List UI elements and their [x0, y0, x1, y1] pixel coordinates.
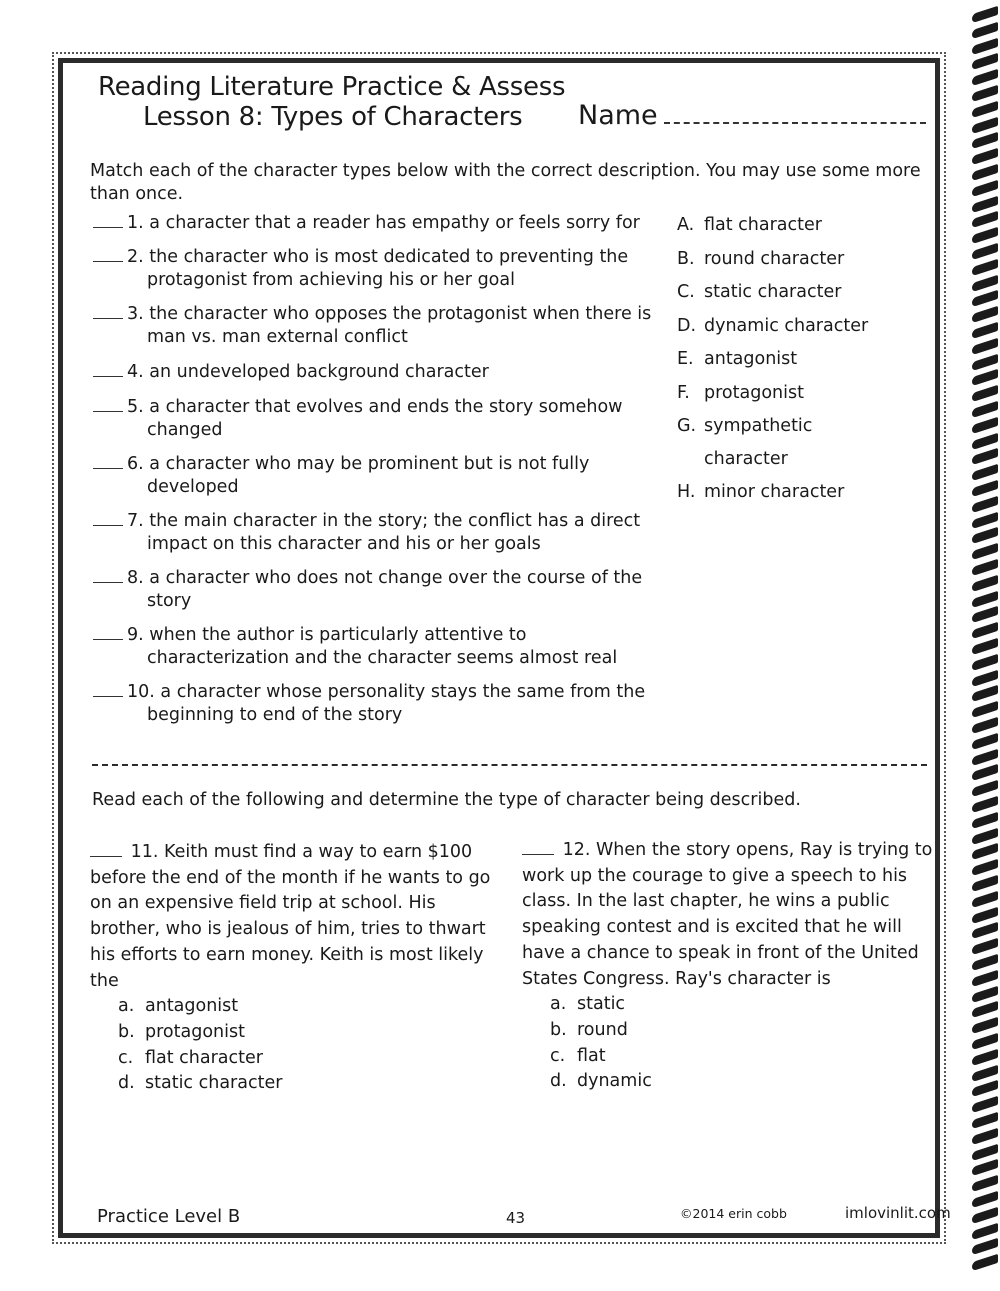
binding-coil	[972, 875, 998, 892]
spiral-binding	[966, 10, 1000, 1280]
matching-item: 7. the main character in the story; the conflict has a direct impact on this character and his or her goals	[93, 510, 668, 556]
question-11: 11. Keith must find a way to earn $100 before the end of the month if he wants to go on an expensive field trip at school. His brother, who is jealous of him, tries to thwart his efforts to earn money. Keith is most likely the a. antagonist b. protagonist c. flat character d. static character	[90, 840, 502, 1097]
answer-blank[interactable]	[90, 844, 122, 857]
character-type-options	[677, 214, 907, 514]
name-label: Name	[578, 100, 658, 131]
binding-coil	[972, 290, 998, 307]
binding-coil	[972, 1191, 998, 1208]
binding-coil	[972, 1207, 998, 1224]
page-number: 43	[506, 1209, 526, 1227]
binding-coil	[972, 369, 998, 386]
answer-blank[interactable]	[93, 456, 123, 469]
binding-coil	[972, 938, 998, 955]
binding-coil	[972, 764, 998, 781]
binding-coil	[972, 1033, 998, 1050]
answer-choice[interactable]: b. round	[550, 1019, 628, 1040]
binding-coil	[972, 243, 998, 260]
binding-coil	[972, 970, 998, 987]
answer-choice[interactable]: c. flat character	[118, 1047, 263, 1068]
answer-blank[interactable]	[93, 215, 123, 228]
binding-coil	[972, 906, 998, 923]
binding-coil	[972, 812, 998, 829]
binding-coil	[972, 685, 998, 702]
binding-coil	[972, 527, 998, 544]
binding-coil	[972, 1222, 998, 1239]
binding-coil	[972, 1049, 998, 1066]
binding-coil	[972, 638, 998, 655]
binding-coil	[972, 1096, 998, 1113]
binding-coil	[972, 1175, 998, 1192]
binding-coil	[972, 401, 998, 418]
matching-items	[93, 212, 668, 727]
binding-coil	[972, 132, 998, 149]
answer-choice[interactable]: d. dynamic	[550, 1071, 652, 1092]
matching-instructions: Match each of the character types below with the correct description. You may use some more than once.	[90, 161, 921, 204]
binding-coil	[972, 748, 998, 765]
option-item: D. dynamic character	[677, 315, 869, 336]
binding-coil	[972, 53, 998, 70]
binding-coil	[972, 891, 998, 908]
binding-coil	[972, 1254, 998, 1271]
binding-coil	[972, 22, 998, 39]
binding-coil	[972, 669, 998, 686]
binding-coil	[972, 464, 998, 481]
binding-coil	[972, 1143, 998, 1160]
answer-choice[interactable]: b. protagonist	[118, 1021, 245, 1042]
binding-coil	[972, 622, 998, 639]
question-12: 12. When the story opens, Ray is trying to work up the courage to give a speech to his class. In the last chapter, he wins a public speaking contest and is excited that he will have a chance to speak in front of the United States Congress. Ray's character is a. static b. round c. flat d. dynamic	[522, 838, 934, 1095]
binding-coil	[972, 101, 998, 118]
binding-coil	[972, 575, 998, 592]
option-item: G. sympathetic character	[677, 416, 813, 469]
reading-instructions: Read each of the following and determine the type of character being described.	[92, 790, 801, 810]
answer-choice[interactable]: c. flat	[550, 1045, 606, 1066]
answer-choice[interactable]: a. static	[550, 994, 626, 1015]
binding-coil	[972, 843, 998, 860]
binding-coil	[972, 543, 998, 560]
practice-level: Practice Level B	[97, 1206, 241, 1227]
option-item: F. protagonist	[677, 382, 804, 403]
answer-choices	[550, 992, 934, 1095]
matching-item: 8. a character who does not change over the course of the story	[93, 567, 668, 613]
binding-coil	[972, 274, 998, 291]
binding-coil	[972, 954, 998, 971]
option-item: B. round character	[677, 248, 845, 269]
binding-coil	[972, 1159, 998, 1176]
matching-item: 10. a character whose personality stays the same from the beginning to end of the story	[93, 681, 668, 727]
binding-coil	[972, 796, 998, 813]
answer-blank[interactable]	[522, 842, 554, 855]
matching-item: 9. when the author is particularly attentive to characterization and the character seems almost real	[93, 624, 668, 670]
answer-blank[interactable]	[93, 627, 123, 640]
binding-coil	[972, 1001, 998, 1018]
answer-blank[interactable]	[93, 399, 123, 412]
answer-blank[interactable]	[93, 306, 123, 319]
binding-coil	[972, 1080, 998, 1097]
binding-coil	[972, 259, 998, 276]
matching-item: 2. the character who is most dedicated to preventing the protagonist from achieving his or her goal	[93, 246, 668, 292]
binding-coil	[972, 1238, 998, 1255]
binding-coil	[972, 511, 998, 528]
binding-coil	[972, 1128, 998, 1145]
binding-coil	[972, 37, 998, 54]
binding-coil	[972, 827, 998, 844]
binding-coil	[972, 180, 998, 197]
binding-coil	[972, 85, 998, 102]
matching-item: 6. a character who may be prominent but is not fully developed	[93, 453, 668, 499]
binding-coil	[972, 6, 998, 23]
binding-coil	[972, 590, 998, 607]
binding-coil	[972, 353, 998, 370]
matching-item: 4. an undeveloped background character	[93, 361, 668, 384]
binding-coil	[972, 1112, 998, 1129]
section-divider	[92, 764, 927, 766]
binding-coil	[972, 1064, 998, 1081]
binding-coil	[972, 227, 998, 244]
binding-coil	[972, 322, 998, 339]
binding-coil	[972, 116, 998, 133]
binding-coil	[972, 164, 998, 181]
option-item: E. antagonist	[677, 349, 798, 369]
binding-coil	[972, 559, 998, 576]
copyright: ©2014 erin cobb	[680, 1206, 787, 1221]
answer-blank[interactable]	[93, 570, 123, 583]
answer-blank[interactable]	[93, 513, 123, 526]
binding-coil	[972, 985, 998, 1002]
matching-item: 5. a character that evolves and ends the story somehow changed	[93, 396, 668, 442]
binding-coil	[972, 1017, 998, 1034]
binding-coil	[972, 417, 998, 434]
binding-coil	[972, 606, 998, 623]
binding-coil	[972, 922, 998, 939]
matching-item: 3. the character who opposes the protagonist when there is man vs. man external conflict	[93, 303, 668, 349]
answer-blank[interactable]	[93, 364, 123, 377]
binding-coil	[972, 859, 998, 876]
website: imlovinlit.com	[845, 1204, 951, 1222]
binding-coil	[972, 69, 998, 86]
binding-coil	[972, 338, 998, 355]
binding-coil	[972, 432, 998, 449]
binding-coil	[972, 448, 998, 465]
binding-coil	[972, 195, 998, 212]
binding-coil	[972, 480, 998, 497]
binding-coil	[972, 496, 998, 513]
binding-coil	[972, 654, 998, 671]
name-blank[interactable]	[664, 122, 926, 124]
answer-choice[interactable]: a. antagonist	[118, 996, 239, 1017]
lesson-title: Lesson 8: Types of Characters	[143, 102, 523, 132]
option-item: C. static character	[677, 282, 842, 302]
binding-coil	[972, 306, 998, 323]
binding-coil	[972, 733, 998, 750]
binding-coil	[972, 211, 998, 228]
binding-coil	[972, 385, 998, 402]
worksheet-title: Reading Literature Practice & Assess	[98, 72, 566, 102]
answer-choices	[118, 994, 502, 1097]
answer-blank[interactable]	[93, 249, 123, 262]
binding-coil	[972, 717, 998, 734]
binding-coil	[972, 780, 998, 797]
answer-blank[interactable]	[93, 684, 123, 697]
matching-item: 1. a character that a reader has empathy or feels sorry for	[93, 212, 668, 235]
option-item: A. flat character	[677, 215, 822, 235]
binding-coil	[972, 148, 998, 165]
option-item: H. minor character	[677, 481, 845, 502]
answer-choice[interactable]: d. static character	[118, 1073, 283, 1094]
binding-coil	[972, 701, 998, 718]
